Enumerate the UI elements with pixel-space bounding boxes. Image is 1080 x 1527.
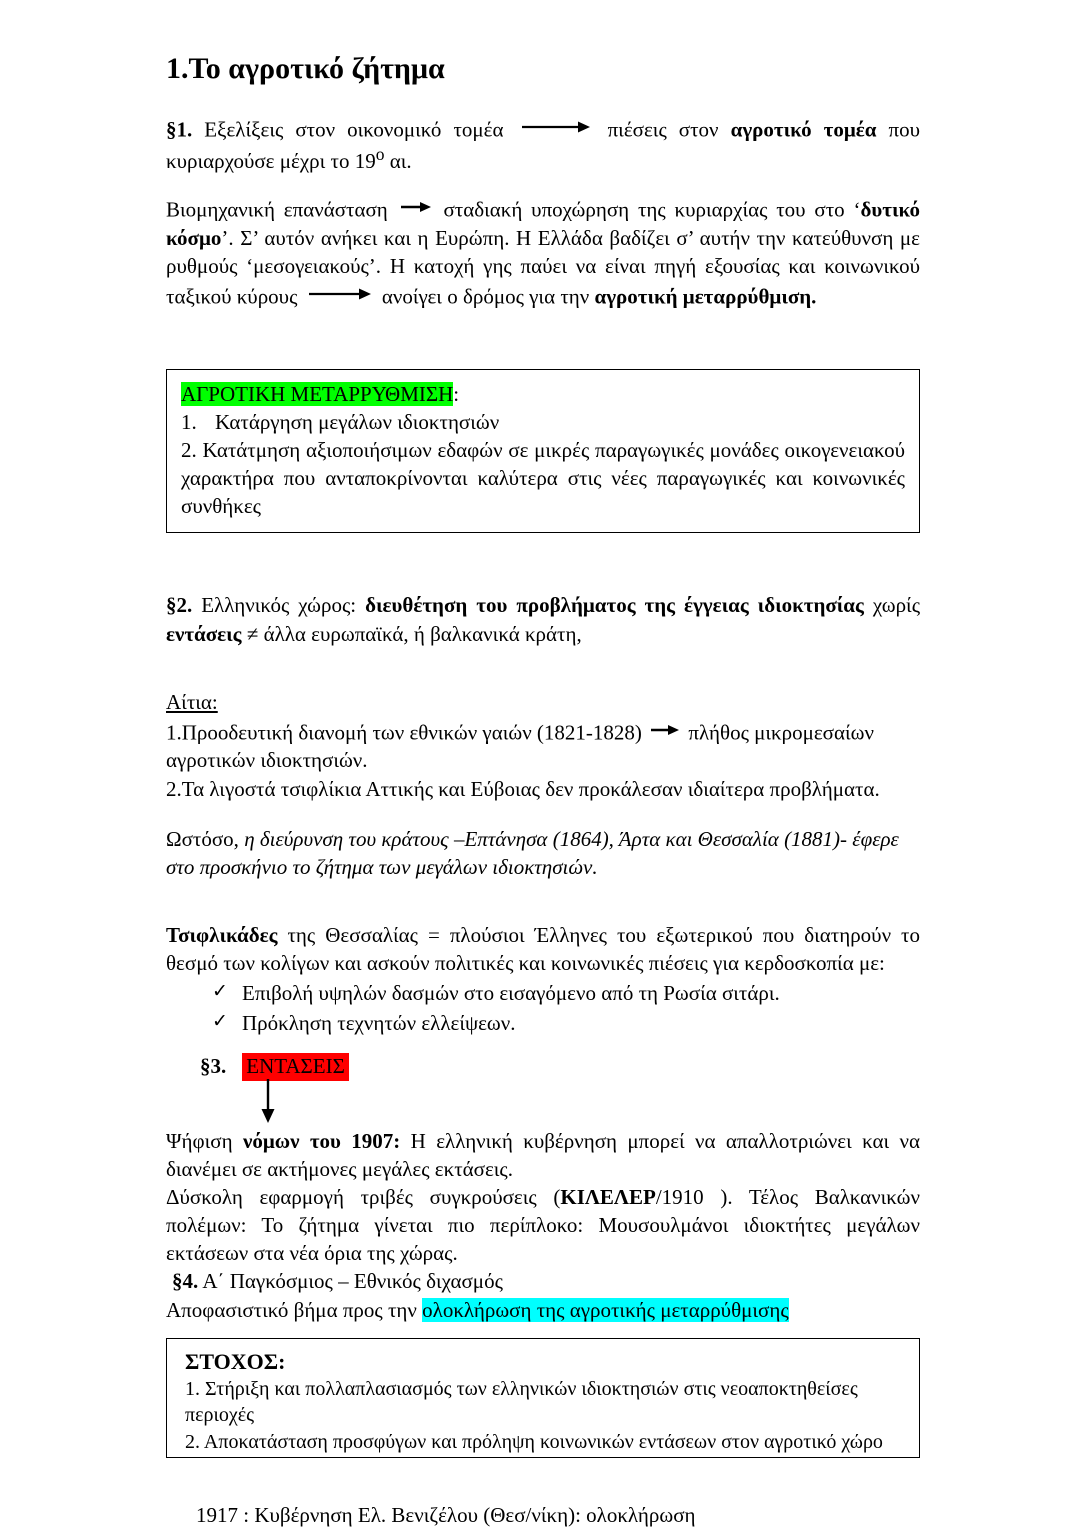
section-1-text-after-arrow: πιέσεις στον [607,117,719,142]
spacer-before-reform-box [166,311,920,369]
completion-highlight-text: ολοκλήρωση της αγροτικής μεταρρύθμισης [422,1297,789,1322]
paragraph-section-2 [166,591,920,647]
causes-item-1 [166,716,920,775]
section-marker-1: §1. [166,117,193,142]
law-1907-text-2: Η ελληνική κυβέρνηση μπορεί να απαλλοτριώνει και να διανέμει σε ακτήμονες μεγάλες εκτάσεις. [166,1128,921,1181]
paragraph-section-4 [172,1267,920,1295]
tsiflikades-bold-term: Τσιφλικάδες [166,922,278,947]
spacer-before-tsiflikades [166,899,920,921]
decisive-step-text: Αποφασιστικό βήμα προς την [166,1297,417,1322]
not-equal-symbol: ≠ [246,621,259,646]
section-1-bold-phrase: αγροτικό τομέα [730,117,877,142]
reform-box-heading [181,380,905,408]
industrial-revolution-text-2: σταδιακή υποχώρηση της κυριαρχίας του στο ‘ [443,197,861,222]
goal-box-item-1: 1. Στήριξη και πολλαπλασιασμός των ελληνικών ιδιοκτησιών στις νεοαποκτηθείσες περιοχές [185,1377,858,1427]
tensions-highlight-label: ΕΝΤΑΣΕΙΣ [242,1053,349,1081]
reform-box-heading-colon: : [453,381,460,406]
long-right-arrow-icon-2 [309,280,371,308]
reform-item-2-number: 2. [181,438,197,463]
check-icon: ✓ [212,1011,228,1032]
causes-item-1-text-a: 1.Προοδευτική διανομή των εθνικών γαιών (1821-1828) [166,720,642,745]
goal-box-item-2: 2. Αποκατάσταση προσφύγων και πρόληψη κοινωνικών εντάσεων στον αγροτικό χώρο [185,1430,883,1453]
kileler-text-a: Δύσκολη εφαρμογή τριβές συγκρούσεις ( [166,1185,561,1210]
industrial-revolution-bold-2: αγροτική μεταρρύθμιση. [594,284,817,309]
kileler-text-b: /1910 ). Τέλος Βαλκανικών πολέμων: Το ζήτημα γίνεται πιο περίπλοκο: Μουσουλμάνοι ιδιοκτήτες μεγάλων εκτάσεων στα νέα όρια της χώρας. [166,1185,920,1266]
reform-item-1-number: 1. [181,409,197,434]
section-1-text-before-arrow: Εξελίξεις στον οικονομικό τομέα [204,117,504,142]
industrial-revolution-bold-1: δυτικό κόσμο [166,197,921,250]
paragraph-kileler [166,1183,920,1267]
down-arrow-wrapper [258,1081,920,1127]
section-4-text-1: Α΄ Παγκόσμιος – Εθνικός διχασμός [202,1269,503,1294]
short-right-arrow-icon [401,193,431,221]
reform-item-1-text: Κατάργηση μεγάλων ιδιοκτησιών [215,409,500,434]
reform-item-2-text: Κατάτμηση αξιοποιήσιμων εδαφών σε μικρές παραγωγικές μονάδες οικογενειακού χαρακτήρα που ανταποκρίνονται καλύτερα στις νέες παραγωγικές και κοινωνικές συνθήκες [181,438,905,519]
section-2-bold-1: διευθέτηση του προβλήματος της έγγειας ιδιοκτησίας [365,593,864,618]
kileler-bold: ΚΙΛΕΛΕΡ [560,1185,656,1210]
causes-heading [166,688,920,716]
expansion-italic-text: η διεύρυνση του κράτους –Επτάνησα (1864), Άρτα και Θεσσαλία (1881)- έφερε στο προσκήνιο το ζήτημα των μεγάλων ιδιοκτησιών. [166,826,899,879]
reform-box-heading-highlight: ΑΓΡΟΤΙΚΗ ΜΕΤΑΡΡΥΘΜΙΣΗ [181,381,454,406]
footer-note: 1917 : Κυβέρνηση Ελ. Βενιζέλου (Θεσ/νίκη): ολοκλήρωση [196,1502,696,1527]
expansion-text-1: Ωστόσο, [166,826,239,851]
causes-heading-text: Αίτια: [166,689,218,714]
section-1-end: αι. [384,149,412,174]
section-2-text-1: Ελληνικός χώρος: [201,593,357,618]
causes-item-2: 2.Τα λιγοστά τσιφλίκια Αττικής και Εύβοιας δεν προκάλεσαν ιδιαίτερα προβλήματα. [166,776,880,801]
law-1907-bold: νόμων του 1907: [242,1128,401,1153]
document-content [166,52,920,1527]
reform-box-item-1 [181,408,905,436]
section-marker-4: §4. [172,1269,199,1294]
industrial-revolution-text-4: ανοίγει ο δρόμος για την [381,284,590,309]
spacer-after-reform-box [166,533,920,591]
short-right-arrow-icon-3 [651,716,679,744]
section-3-row [200,1053,920,1081]
section-1-tail: που κυριαρχούσε μέχρι το 19 [166,117,921,174]
tsiflikades-text: της Θεσσαλίας = πλούσιοι Έλληνες του εξωτερικού που διατηρούν το θεσμό των κολίγων και ασκούν πολιτικές και κοινωνικές πιέσεις για κερδοσκοπία με: [166,922,921,976]
section-1-superscript: ο [375,144,385,165]
down-arrow-icon [258,1079,278,1128]
goal-box [166,1338,920,1458]
page-title: 1.Το αγροτικό ζήτημα [166,52,445,85]
section-2-bold-2: εντάσεις [166,621,242,646]
spacer-before-causes [166,666,920,688]
check-icon: ✓ [212,981,228,1003]
paragraph-law-1907 [166,1127,920,1183]
tsiflikades-bullet-list [166,979,920,1039]
paragraph-state-expansion [166,825,920,881]
paragraph-tsiflikades [166,921,920,977]
goal-box-title: ΣΤΟΧΟΣ: [185,1348,286,1374]
paragraph-industrial-revolution [166,193,920,311]
list-item-text: Επιβολή υψηλών δασμών στο εισαγόμενο από τη Ρωσία σιτάρι. [242,981,780,1006]
section-2-text-3: άλλα ευρωπαϊκά, ή βαλκανικά κράτη, [263,621,582,646]
paragraph-section-1 [166,113,920,176]
causes-item-1-text-b: πλήθος μικρομεσαίων αγροτικών ιδιοκτησιών. [166,720,874,773]
section-2-text-2: χωρίς [872,593,921,618]
list-item [212,1009,920,1039]
section-marker-2: §2. [166,593,193,618]
industrial-revolution-text-3: ’. Σ’ αυτόν ανήκει και η Ευρώπη. Η Ελλάδα βαδίζει σ’ αυτήν την κατεύθυνση με ρυθμούς ‘μεσογειακούς’. Η κατοχή γης παύει να είναι πηγή εξουσίας και κοινωνικού ταξικού κύρους [166,225,920,309]
law-1907-text-1: Ψήφιση [166,1128,233,1153]
list-item [212,979,920,1009]
list-item-text: Πρόκληση τεχνητών ελλείψεων. [242,1011,516,1035]
spacer-before-expansion [166,803,920,825]
industrial-revolution-text-1: Βιομηχανική επανάσταση [166,197,388,222]
agrarian-reform-box [166,369,920,534]
paragraph-decisive-step [166,1296,920,1324]
reform-box-item-2 [181,436,905,520]
long-right-arrow-icon [522,113,590,141]
section-marker-3: §3. [200,1054,227,1079]
